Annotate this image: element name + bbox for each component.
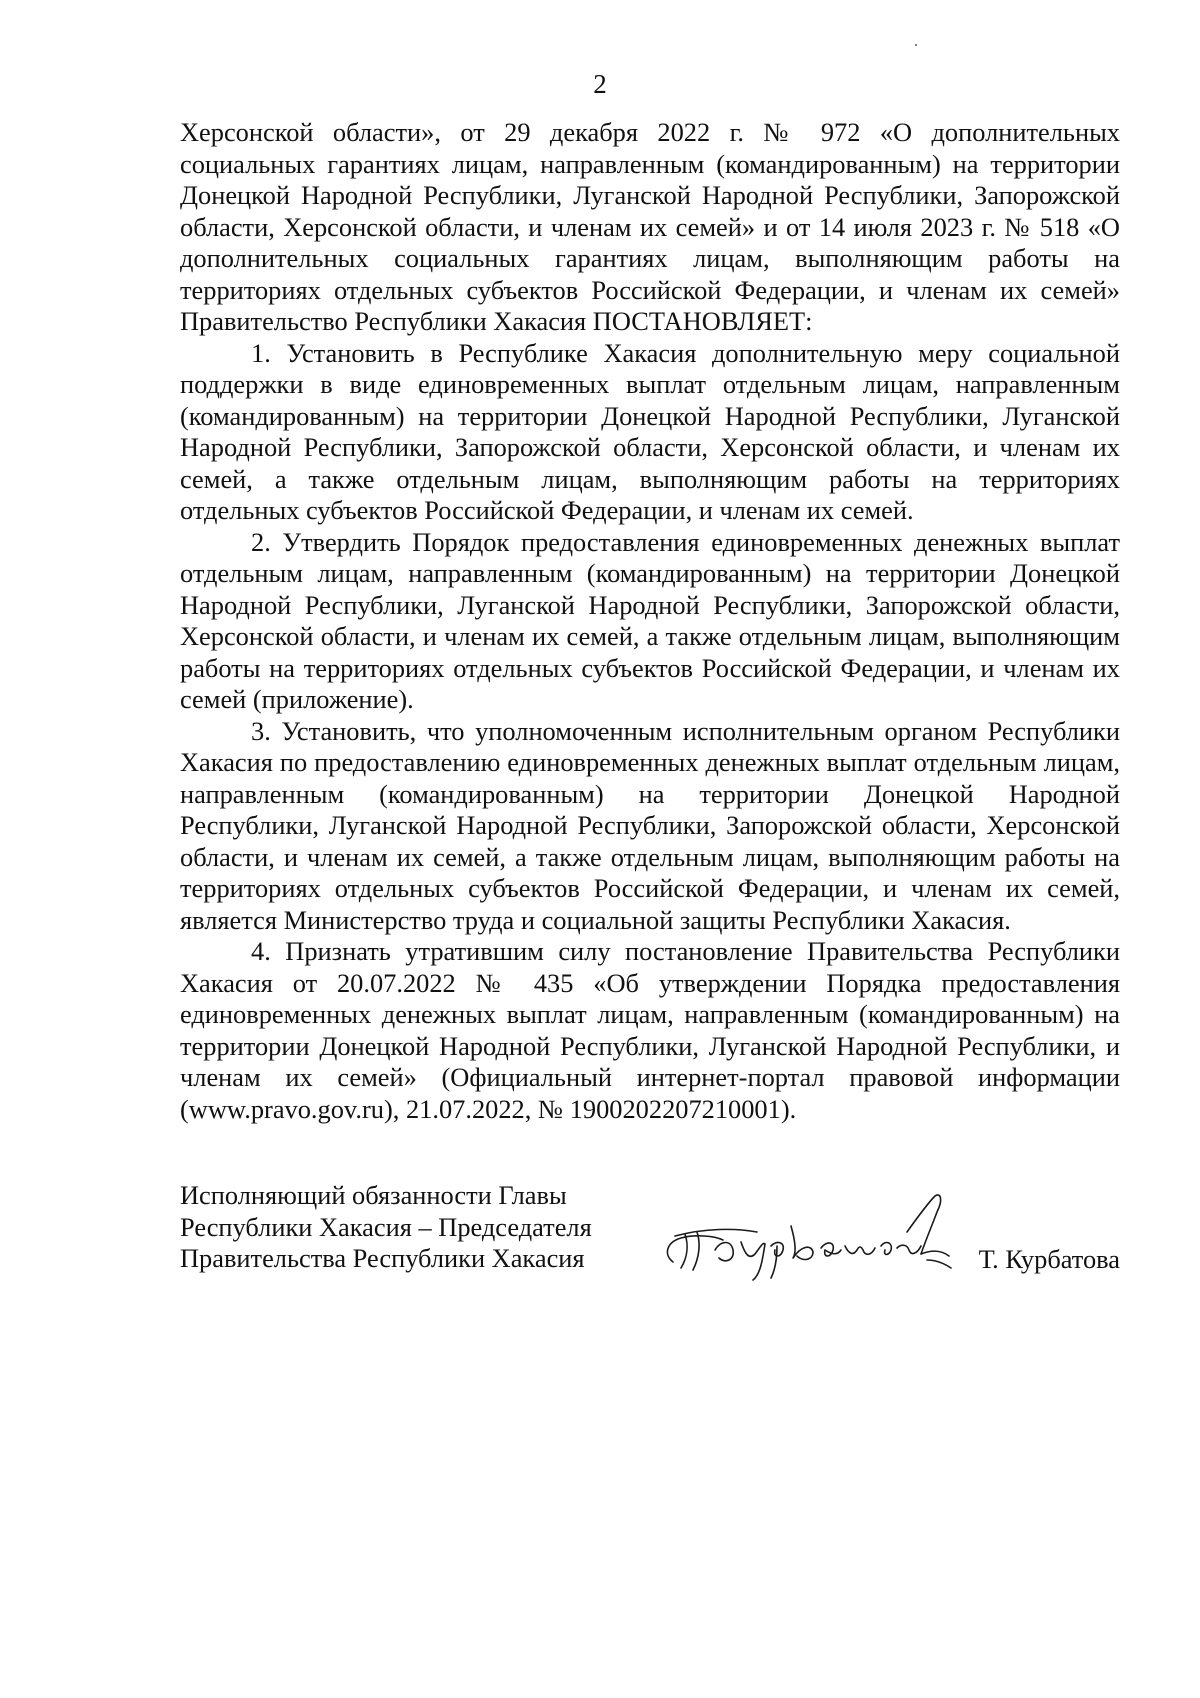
clause-2: 2. Утвердить Порядок предоставления единовременных денежных выплат отдельным лицам, направленным (командированным) на территории Донецкой Народной Республики, Луганской Народной Республики, Запорожской области, Херсонской области, и членам их семей, а также отдельным лицам, выполняющим работы на территориях отдельных субъектов Российской Федерации, и членам их семей (приложение). xyxy=(180,526,1120,714)
handwritten-signature xyxy=(645,1184,965,1284)
clause-1: 1. Установить в Республике Хакасия дополнительную меру социальной поддержки в виде единовременных выплат отдельным лицам, направленным (командированным) на территории Донецкой Народной Республики, Луганской Народной Республики, Запорожской области, Херсонской области, и членам их семей, а также отдельным лицам, выполняющим работы на территориях отдельных субъектов Российской Федерации, и членам их семей. xyxy=(180,337,1120,525)
signatory-title-line: Правительства Республики Хакасия xyxy=(180,1243,585,1273)
signatory-name: Т. Курбатова xyxy=(978,1244,1120,1274)
signatory-title-line: Исполняющий обязанности Главы xyxy=(180,1180,567,1210)
document-body xyxy=(180,117,1120,1125)
page-number: 2 xyxy=(593,69,607,99)
clause-4: 4. Признать утратившим силу постановление Правительства Республики Хакасия от 20.07.2022 № 435 «Об утверждении Порядка предоставления единовременных денежных выплат лицам, направленным (командированным) на территории Донецкой Народной Республики, Луганской Народной Республики, и членам их семей» (Официальный интернет-портал правовой информации (www.pravo.gov.ru), 21.07.2022, № 1900202207210001). xyxy=(180,936,1120,1124)
signatory-title-line: Республики Хакасия – Председателя xyxy=(180,1211,592,1242)
signatory-title xyxy=(180,1180,640,1275)
scan-artifact-dot xyxy=(915,44,917,46)
intro-paragraph: Херсонской области», от 29 декабря 2022 г. № 972 «О дополнительных социальных гарантиях лицам, направленным (командированным) на территории Донецкой Народной Республики, Луганской Народной Республики, Запорожской области, Херсонской области, и членам их семей» и от 14 июля 2023 г. № 518 «О дополнительных социальных гарантиях лицам, выполняющим работы на территориях отдельных субъектов Российской Федерации, и членам их семей» Правительство Республики Хакасия ПОСТАНОВЛЯЕТ: xyxy=(180,117,1120,336)
signature-block xyxy=(180,1180,1120,1290)
clause-3: 3. Установить, что уполномоченным исполнительным органом Республики Хакасия по предоставлению единовременных денежных выплат отдельным лицам, направленным (командированным) на территории Донецкой Народной Республики, Луганской Народной Республики, Запорожской области, Херсонской области, и членам их семей, а также отдельным лицам, выполняющим работы на территориях отдельных субъектов Российской Федерации, и членам их семей, является Министерство труда и социальной защиты Республики Хакасия. xyxy=(180,715,1120,935)
